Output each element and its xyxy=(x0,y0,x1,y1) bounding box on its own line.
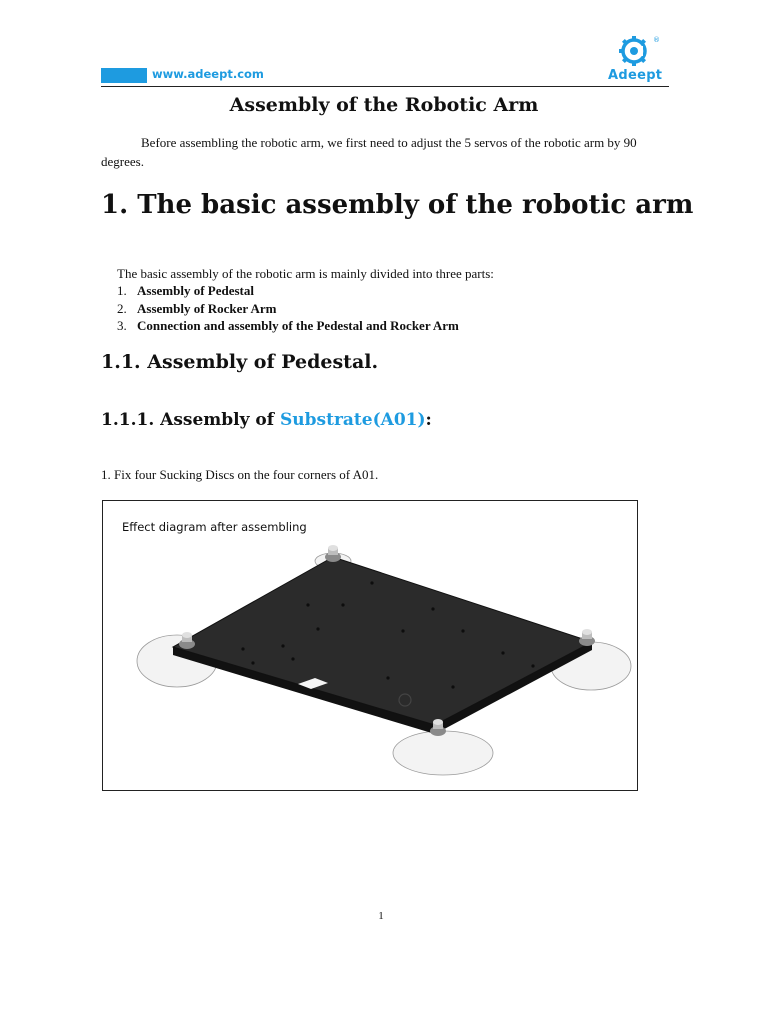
header-url[interactable]: www.adeept.com xyxy=(152,67,264,81)
sucking-disc xyxy=(393,731,493,775)
list-item: 1. Assembly of Pedestal xyxy=(117,283,254,298)
list-item: 2. Assembly of Rocker Arm xyxy=(117,300,277,316)
svg-text:®: ® xyxy=(653,36,660,44)
figure-caption: Effect diagram after assembling xyxy=(122,520,307,534)
header-accent-bar xyxy=(101,68,147,83)
step-1-text: 1. Fix four Sucking Discs on the four corners of A01. xyxy=(101,467,379,482)
substrate-link[interactable]: Substrate(A01) xyxy=(280,410,426,430)
header-rule xyxy=(101,86,669,87)
list-item: 3. Connection and assembly of the Pedestal and Rocker Arm xyxy=(117,318,459,333)
page-title: Assembly of the Robotic Arm xyxy=(229,94,539,116)
section-1-lead: The basic assembly of the robotic arm is mainly divided into three parts: xyxy=(117,266,494,281)
intro-paragraph: Before assembling the robotic arm, we first need to adjust the 5 servos of the robotic arm by 90 degrees. xyxy=(101,135,637,169)
section-1-1-heading: 1.1. Assembly of Pedestal. xyxy=(101,351,379,373)
brand-wordmark: Adeept xyxy=(608,68,663,83)
section-1-1-1-heading: 1.1.1. Assembly of Substrate(A01): xyxy=(101,410,432,430)
base-plate-illustration xyxy=(103,501,637,790)
page-number: 1 xyxy=(378,910,384,922)
assembly-parts-list xyxy=(117,282,459,335)
section-1-heading: 1. The basic assembly of the robotic arm xyxy=(101,190,694,220)
adeept-logo xyxy=(604,34,670,86)
gear-logo-icon xyxy=(604,34,670,70)
effect-diagram-figure xyxy=(102,500,638,791)
